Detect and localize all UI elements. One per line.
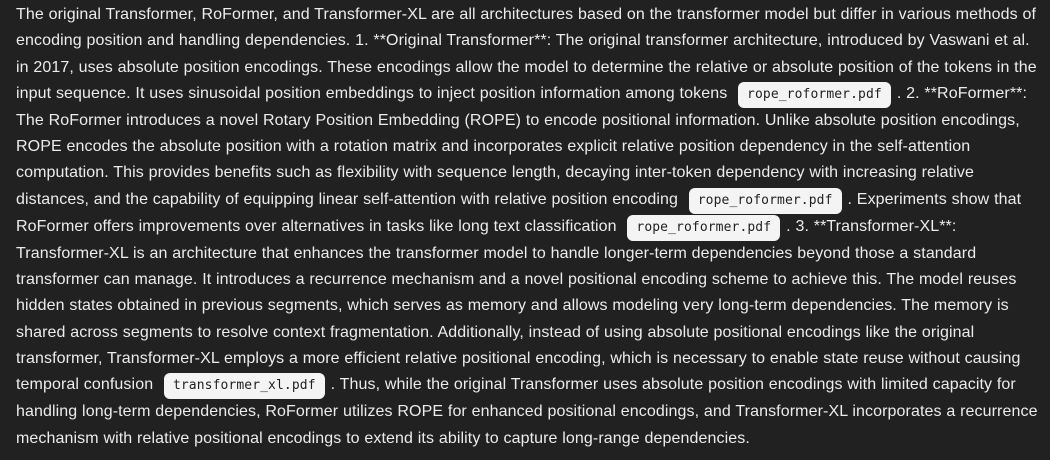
answer-text-transformer-xl: . 3. **Transformer-XL**: Transformer-XL is an architecture that enhances the transformer model to handle longer-term dependencies beyond those a standard transformer can manage. It introduces a recurrence mechanism and a novel positional encoding scheme to achieve this. The model reuses hidden states obtained in previous segments, which serves as memory and allows modeling very long-term dependencies. The memory is shared across segments to resolve context fragmentation. Additionally, instead of using absolute positional encodings like the original transformer, Transformer-XL employs a more efficient relative positional encoding, which is necessary to enable state reuse without causing temporal confusion: [16, 217, 1021, 394]
answer-text-experiments: . Experiments show that RoFormer offers improvements over alternatives in tasks like long text classification: [16, 190, 1022, 235]
citation-chip-rope-roformer-2[interactable]: rope_roformer.pdf: [689, 188, 842, 214]
citation-chip-rope-roformer-3[interactable]: rope_roformer.pdf: [627, 215, 780, 241]
answer-text-conclusion: . Thus, while the original Transformer uses absolute position encodings with limited capacity for handling long-term dependencies, RoFormer utilizes ROPE for enhanced positional encodings, and Transformer-XL incorporates a recurrence mechanism with relative positional encodings to extend its ability to capture long-range dependencies.: [16, 376, 1038, 447]
citation-chip-rope-roformer-1[interactable]: rope_roformer.pdf: [738, 82, 891, 108]
answer-paragraph: [16, 2, 1044, 452]
answer-text-roformer: . 2. **RoFormer**: The RoFormer introduces a novel Rotary Position Embedding (ROPE) to encode positional information. Unlike absolute position encodings, ROPE encodes the absolute position with a rotation matrix and incorporates explicit relative position dependency in the self-attention computation. This provides benefits such as flexibility with sequence length, decaying inter-token dependency with increasing relative distances, and the capability of equipping linear self-attention with relative position encoding: [16, 84, 1028, 208]
answer-text-intro-and-original-transformer: The original Transformer, RoFormer, and Transformer-XL are all architectures based on the transformer model but differ in various methods of encoding position and handling dependencies. 1. **Original Transformer**: The original transformer architecture, introduced by Vaswani et al. in 2017, uses absolute position encodings. These encodings allow the model to determine the relative or absolute position of the tokens in the input sequence. It uses sinusoidal position embeddings to inject position information among tokens: [16, 6, 1037, 102]
citation-chip-transformer-xl[interactable]: transformer_xl.pdf: [164, 373, 325, 399]
